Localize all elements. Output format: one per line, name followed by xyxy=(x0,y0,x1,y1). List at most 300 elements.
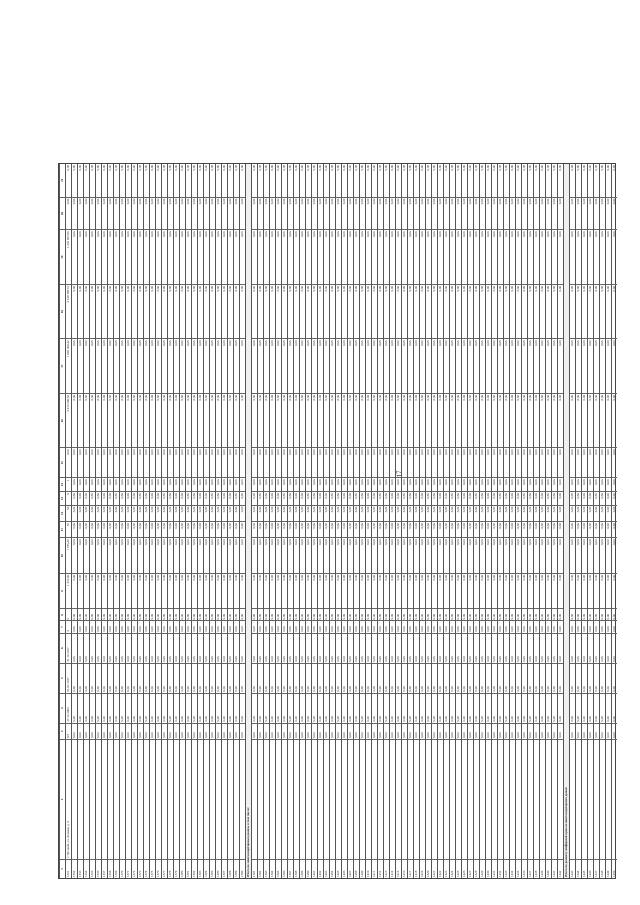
table-cell: 0,00 xyxy=(252,633,257,663)
table-cell: 0,00 xyxy=(348,447,353,477)
table-cell: 0,00 xyxy=(402,505,407,521)
table-cell: 0,00 xyxy=(126,284,131,339)
table-cell: 0,00 xyxy=(168,633,173,663)
table-cell: 1362 xyxy=(72,859,77,878)
table-cell: 0,00 xyxy=(120,229,125,284)
table-cell: 0,00 xyxy=(450,620,455,632)
table-cell: 0,00 xyxy=(480,164,484,171)
page-number: 17 xyxy=(395,470,404,478)
table-cell: 0,00 xyxy=(528,521,533,537)
table-cell: 0,00 xyxy=(342,663,347,693)
table-cell: 1 256 957,00 xyxy=(66,229,71,284)
table-cell: 0,00 xyxy=(492,284,497,339)
table-cell: 0,00 xyxy=(348,197,353,230)
table-cell: 0,00 xyxy=(282,393,287,448)
table-cell: 0,00 xyxy=(180,393,185,448)
table-cell: г. Чусовой, ул. Ленина, д. 4 xyxy=(66,739,71,859)
table-cell: 0,00 xyxy=(486,608,491,620)
table-cell: 0,00 xyxy=(390,164,394,171)
table-cell: 0,00 xyxy=(168,393,173,448)
table-cell: 0,00 xyxy=(78,284,83,339)
table-cell: 0,00 xyxy=(492,608,497,620)
table-cell: 0,00 xyxy=(198,338,203,393)
table-cell: 0,00 xyxy=(78,197,83,230)
table-cell: 0,00 xyxy=(150,284,155,339)
table-cell: 0,00 xyxy=(444,608,449,620)
table-cell: 0,00 xyxy=(78,693,83,723)
table-cell: 0,00 xyxy=(120,693,125,723)
table-cell: 0,00 xyxy=(360,663,365,693)
table-cell: 0,00 xyxy=(204,447,209,477)
table-cell: 0,00 xyxy=(414,620,419,632)
table-cell: 0,00 xyxy=(318,338,323,393)
table-cell: 0,00 xyxy=(450,338,455,393)
table-cell: 0,00 xyxy=(456,491,461,505)
table-cell: 0,00 xyxy=(276,477,281,491)
table-cell: 0,00 xyxy=(612,537,617,572)
table-cell: 0,00 xyxy=(432,393,437,448)
table-cell: 0,00 xyxy=(168,663,173,693)
table-cell: 0,00 xyxy=(606,608,611,620)
table-cell: 0,00 xyxy=(168,477,173,491)
table-cell: 0,00 xyxy=(438,164,442,171)
table-cell: 0,00 xyxy=(576,573,581,608)
table-cell: 0,00 xyxy=(198,447,203,477)
table-cell: 0,00 xyxy=(168,505,173,521)
table-cell: 0,00 xyxy=(252,164,256,171)
table-cell: 0,00 xyxy=(546,573,551,608)
table-cell: 0,00 xyxy=(294,620,299,632)
table-cell: 0,00 xyxy=(348,229,353,284)
table-cell: 0,00 xyxy=(162,537,167,572)
table-cell: 0,00 xyxy=(594,521,599,537)
table-cell: 0,00 xyxy=(498,505,503,521)
table-cell: 0,00 xyxy=(420,284,425,339)
table-cell: 0,00 xyxy=(120,447,125,477)
table-cell: 0,00 xyxy=(486,284,491,339)
table-cell: 0,00 xyxy=(330,477,335,491)
table-cell: 0,00 xyxy=(528,537,533,572)
table-cell: 1432 xyxy=(498,859,503,878)
table-cell: 0,00 xyxy=(504,164,508,171)
table-cell: 0,00 xyxy=(72,537,77,572)
table-cell: 0,00 xyxy=(114,505,119,521)
table-cell: 17 xyxy=(60,338,65,393)
table-cell: 0,00 xyxy=(222,693,227,723)
table-cell: 0,00 xyxy=(132,608,137,620)
table-cell: 0,00 xyxy=(552,620,557,632)
table-cell: 0,00 xyxy=(360,197,365,230)
table-cell: 0,00 xyxy=(384,477,389,491)
table-cell: 0,00 xyxy=(462,477,467,491)
table-cell: 0,00 xyxy=(240,521,245,537)
table-cell: 0,00 xyxy=(258,537,263,572)
table-cell: 0,00 xyxy=(258,633,263,663)
table-cell: 0,00 xyxy=(384,447,389,477)
table-cell: 0,00 xyxy=(408,477,413,491)
table-cell: 0,00 xyxy=(510,505,515,521)
table-cell: 1 895 309,42 xyxy=(66,338,71,393)
table-cell: 0,00 xyxy=(96,393,101,448)
table-cell: 0,00 xyxy=(390,633,395,663)
table-cell: 0,00 xyxy=(420,608,425,620)
table-cell: 0,00 xyxy=(528,447,533,477)
table-cell: 0,00 xyxy=(558,505,563,521)
table-cell: 0,00 xyxy=(606,491,611,505)
table-cell: 1415 xyxy=(396,859,401,878)
table-cell: 0,00 xyxy=(258,197,263,230)
table-cell: 0,00 xyxy=(414,393,419,448)
table-cell: 0,00 xyxy=(576,447,581,477)
table-cell: 0,00 xyxy=(540,393,545,448)
table-cell: 0,00 xyxy=(558,537,563,572)
table-cell: 0,00 xyxy=(108,693,113,723)
table-cell: 0,00 xyxy=(120,284,125,339)
table-cell: 0,00 xyxy=(462,164,466,171)
table-cell: 0,00 xyxy=(480,393,485,448)
table-cell: 1391 xyxy=(252,859,257,878)
table-cell: 0,00 xyxy=(438,393,443,448)
table-cell: 0,00 xyxy=(426,164,430,171)
table-cell: 0,00 xyxy=(336,573,341,608)
table-cell: 0,00 xyxy=(522,229,527,284)
table-cell: 0,00 xyxy=(516,338,521,393)
table-cell: 0,00 xyxy=(342,620,347,632)
table-cell: 0,00 xyxy=(462,663,467,693)
table-cell: 0,00 xyxy=(570,197,575,230)
table-cell: 0,00 xyxy=(210,537,215,572)
table-cell: 0,00 xyxy=(306,693,311,723)
table-cell: 0,00 xyxy=(468,723,473,739)
table-cell: 0,00 xyxy=(288,164,292,171)
table-cell: 0,00 xyxy=(462,620,467,632)
table-cell: 0,00 xyxy=(582,164,586,171)
table-cell: 0,00 xyxy=(204,723,209,739)
table-cell: 0,00 xyxy=(204,505,209,521)
table-cell: 0,00 xyxy=(498,197,503,230)
table-cell: 0,00 xyxy=(312,663,317,693)
table-cell: 0,00 xyxy=(414,229,419,284)
table-cell: 0,00 xyxy=(582,620,587,632)
table-cell: 0,00 xyxy=(540,573,545,608)
table-cell: 0,00 xyxy=(420,693,425,723)
table-cell: 1392 xyxy=(258,859,263,878)
table-cell: 0,00 xyxy=(198,521,203,537)
table-cell: 0,00 xyxy=(348,663,353,693)
table-cell: 0,00 xyxy=(546,723,551,739)
table-cell: 1414 xyxy=(390,859,395,878)
table-cell: 0,00 xyxy=(552,663,557,693)
table-cell: 0,00 xyxy=(396,620,401,632)
table-cell: 0,00 xyxy=(426,693,431,723)
table-cell: 0,00 xyxy=(360,573,365,608)
table-cell: 0,00 xyxy=(282,477,287,491)
table-cell: 0,00 xyxy=(582,197,587,230)
table-cell: 0,00 xyxy=(570,491,575,505)
table-cell: 0,00 xyxy=(486,477,491,491)
table-cell: 0,00 xyxy=(426,505,431,521)
table-cell: 0,00 xyxy=(174,521,179,537)
table-cell: 0,00 xyxy=(354,723,359,739)
table-cell: 11 xyxy=(60,521,65,537)
table-cell: 0,00 xyxy=(480,491,485,505)
table-cell: 0,00 xyxy=(210,491,215,505)
table-cell: 0,00 xyxy=(72,521,77,537)
table-cell: 0,00 xyxy=(408,284,413,339)
table-cell: 0,00 xyxy=(180,573,185,608)
table-cell: 0,00 xyxy=(516,505,521,521)
table-cell: 0,00 xyxy=(174,505,179,521)
table-cell: 0,00 xyxy=(432,164,436,171)
table-cell: 0,00 xyxy=(306,620,311,632)
table-cell: 0,00 xyxy=(534,521,539,537)
table-cell: 0,00 xyxy=(492,505,497,521)
table-cell: 0,00 xyxy=(84,693,89,723)
table-cell: 0,00 xyxy=(456,573,461,608)
table-cell: 0,00 xyxy=(168,693,173,723)
table-cell: 0,00 xyxy=(168,620,173,632)
table-cell: 0,00 xyxy=(192,573,197,608)
table-cell: 0,00 xyxy=(102,229,107,284)
table-cell: 0,00 xyxy=(330,338,335,393)
table-cell: 0,00 xyxy=(78,491,83,505)
table-cell: 0,00 xyxy=(264,521,269,537)
table-cell: 0,00 xyxy=(354,284,359,339)
table-cell: 0,00 xyxy=(282,521,287,537)
table-cell: 0,00 xyxy=(408,229,413,284)
table-cell: 1413 xyxy=(384,859,389,878)
table-cell: 0,00 xyxy=(168,447,173,477)
table-cell: 0,00 xyxy=(336,338,341,393)
table-cell: 0,00 xyxy=(366,537,371,572)
table-cell: 0,00 xyxy=(114,491,119,505)
table-cell: 0,00 xyxy=(198,620,203,632)
table-cell: 0,00 xyxy=(612,447,617,477)
table-cell: 0,00 xyxy=(516,663,521,693)
table-cell: 0,00 xyxy=(162,620,167,632)
table-cell: 0,00 xyxy=(504,608,509,620)
table-cell: 0,00 xyxy=(378,447,383,477)
table-cell: 0,00 xyxy=(144,447,149,477)
table-cell: 0,00 xyxy=(396,284,401,339)
table-cell: 0,00 xyxy=(390,393,395,448)
table-cell: 0,00 xyxy=(354,505,359,521)
table-cell: 1408 xyxy=(354,859,359,878)
table-cell: 0,00 xyxy=(96,608,101,620)
table-cell: 0,00 xyxy=(120,620,125,632)
table-cell: 0,00 xyxy=(600,693,605,723)
table-cell: 0,00 xyxy=(474,521,479,537)
table-cell: 0,00 xyxy=(204,693,209,723)
table-cell: 0,00 xyxy=(468,229,473,284)
table-cell: 0,00 xyxy=(84,723,89,739)
table-cell: 0,00 xyxy=(108,284,113,339)
table-cell: 0,00 xyxy=(486,447,491,477)
table-cell: 0,00 xyxy=(144,663,149,693)
table-cell: 0,00 xyxy=(606,447,611,477)
table-cell: 0,00 xyxy=(444,491,449,505)
table-cell: 0,00 xyxy=(162,229,167,284)
table-cell: 0,00 xyxy=(120,393,125,448)
table-cell: 0,00 xyxy=(546,491,551,505)
table-cell: 0,00 xyxy=(84,620,89,632)
table-cell: 0,00 xyxy=(396,537,401,572)
table-cell: 5 xyxy=(60,663,65,693)
table-cell: 0,00 xyxy=(78,573,83,608)
table-cell: 0,00 xyxy=(240,197,245,230)
table-cell: 0,00 xyxy=(108,477,113,491)
table-cell: 0,00 xyxy=(300,393,305,448)
table-cell: 0,00 xyxy=(78,633,83,663)
table-cell: 0,00 xyxy=(576,338,581,393)
table-cell: 0,00 xyxy=(348,521,353,537)
table-cell: 0,00 xyxy=(558,393,563,448)
table-cell: 1376 xyxy=(156,859,161,878)
table-cell: 0,00 xyxy=(534,393,539,448)
table-cell: 0,00 xyxy=(612,197,617,230)
table-cell: 0,00 xyxy=(276,693,281,723)
table-cell: 0,00 xyxy=(258,573,263,608)
table-cell: 0,00 xyxy=(336,608,341,620)
table-cell: 0,00 xyxy=(444,284,449,339)
table-cell: 0 xyxy=(66,491,71,505)
table-cell: 0,00 xyxy=(84,197,89,230)
table-cell: 0,00 xyxy=(498,537,503,572)
table-cell: 0,00 xyxy=(306,491,311,505)
table-cell: 0,00 xyxy=(456,164,460,171)
table-cell: 0,00 xyxy=(84,338,89,393)
table-cell: 0,00 xyxy=(240,537,245,572)
table-cell: 0,00 xyxy=(390,229,395,284)
table-cell: 0,00 xyxy=(330,447,335,477)
table-cell: 0,00 xyxy=(312,633,317,663)
table-cell: 0,00 xyxy=(612,491,617,505)
table-cell: 0,00 xyxy=(138,663,143,693)
table-cell: 0,00 xyxy=(588,229,593,284)
table-cell: 0,00 xyxy=(378,521,383,537)
table-cell: 0,00 xyxy=(420,723,425,739)
table-cell: 0,00 xyxy=(90,573,95,608)
table-cell: 12 xyxy=(60,505,65,521)
table-cell: 0,00 xyxy=(414,633,419,663)
table-cell: 0,00 xyxy=(390,620,395,632)
table-cell: 0,00 xyxy=(462,447,467,477)
table-cell: 0,00 xyxy=(144,477,149,491)
table-cell: 0,00 xyxy=(468,608,473,620)
table-cell: 0,00 xyxy=(492,537,497,572)
table-cell: 0,00 xyxy=(84,477,89,491)
table-cell: 0,00 xyxy=(234,693,239,723)
table-cell: 0,00 xyxy=(432,633,437,663)
table-cell: 0,00 xyxy=(306,164,310,171)
table-cell: 0,00 xyxy=(150,633,155,663)
table-cell: 0,00 xyxy=(498,693,503,723)
table-cell: 0,00 xyxy=(444,229,449,284)
table-cell: 0,00 xyxy=(516,229,521,284)
table-cell: 0,00 xyxy=(306,537,311,572)
table-cell: 0,00 xyxy=(240,491,245,505)
table-cell: 0,00 xyxy=(378,663,383,693)
table-cell: 0,00 xyxy=(186,633,191,663)
table-cell: 0,00 xyxy=(234,723,239,739)
table-cell: 0,00 xyxy=(108,338,113,393)
table-cell: 0,00 xyxy=(540,633,545,663)
table-cell: 0,00 xyxy=(96,663,101,693)
table-cell: 0,00 xyxy=(228,197,233,230)
table-cell: 0,00 xyxy=(270,491,275,505)
table-cell: 0,00 xyxy=(198,723,203,739)
table-cell: 0,00 xyxy=(144,608,149,620)
table-cell: 0,00 xyxy=(288,620,293,632)
table-cell: 0,00 xyxy=(222,521,227,537)
table-cell: 0,00 xyxy=(138,447,143,477)
table-cell: 0,00 xyxy=(288,505,293,521)
table-cell: 0,00 xyxy=(282,284,287,339)
table-cell: 0,00 xyxy=(90,693,95,723)
table-cell: 0,00 xyxy=(276,723,281,739)
table-cell: 0,00 xyxy=(378,197,383,230)
table-cell: 0,00 xyxy=(390,197,395,230)
table-cell: 0,00 xyxy=(612,608,617,620)
table-cell: 0,00 xyxy=(450,447,455,477)
table-cell: 0,00 xyxy=(516,693,521,723)
table-cell: 1407 xyxy=(348,859,353,878)
table-cell: 1372 xyxy=(132,859,137,878)
table-cell: 0,00 xyxy=(288,393,293,448)
table-cell: 0,00 xyxy=(228,723,233,739)
table-cell: 0,00 xyxy=(84,537,89,572)
table-cell: 0,00 xyxy=(450,521,455,537)
table-cell: 0,00 xyxy=(594,608,599,620)
table-cell: 0,00 xyxy=(348,573,353,608)
table-cell: 0,00 xyxy=(156,633,161,663)
table-cell: 0,00 xyxy=(330,693,335,723)
table-cell: 1418 xyxy=(414,859,419,878)
table-cell: 0,00 xyxy=(168,338,173,393)
table-cell: 1405 xyxy=(336,859,341,878)
table-cell: 0,00 xyxy=(366,393,371,448)
table-cell: 0,00 xyxy=(558,521,563,537)
table-cell: 0,00 xyxy=(252,693,257,723)
table-cell: 0,00 xyxy=(606,521,611,537)
table-cell: 0,00 xyxy=(264,229,269,284)
table-cell: 0,00 xyxy=(432,620,437,632)
table-cell: 0,00 xyxy=(402,723,407,739)
table-cell: 0,00 xyxy=(444,338,449,393)
table-cell: 0,00 xyxy=(414,663,419,693)
table-cell: 0,00 xyxy=(90,537,95,572)
table-cell: 0,00 xyxy=(306,663,311,693)
table-cell: 0,00 xyxy=(306,229,311,284)
table-cell: 0,00 xyxy=(612,477,617,491)
table-cell: 0,00 xyxy=(72,338,77,393)
table-cell: 0,00 xyxy=(222,393,227,448)
table-cell: 0,00 xyxy=(234,573,239,608)
table-cell: 0,00 xyxy=(498,164,502,171)
table-cell: 0,00 xyxy=(342,693,347,723)
table-cell: 0,00 xyxy=(150,505,155,521)
table-cell: 0,00 xyxy=(234,663,239,693)
table-cell: 0,00 xyxy=(318,573,323,608)
table-cell: 0,00 xyxy=(138,164,142,171)
table-cell: 0,00 xyxy=(486,521,491,537)
table-cell: 0,00 xyxy=(342,164,346,171)
table-cell: 0,00 xyxy=(222,284,227,339)
table-cell: 0,00 xyxy=(516,477,521,491)
table-cell: 0,00 xyxy=(366,693,371,723)
table-cell: 0,00 xyxy=(402,663,407,693)
table-cell: 0,00 xyxy=(186,229,191,284)
